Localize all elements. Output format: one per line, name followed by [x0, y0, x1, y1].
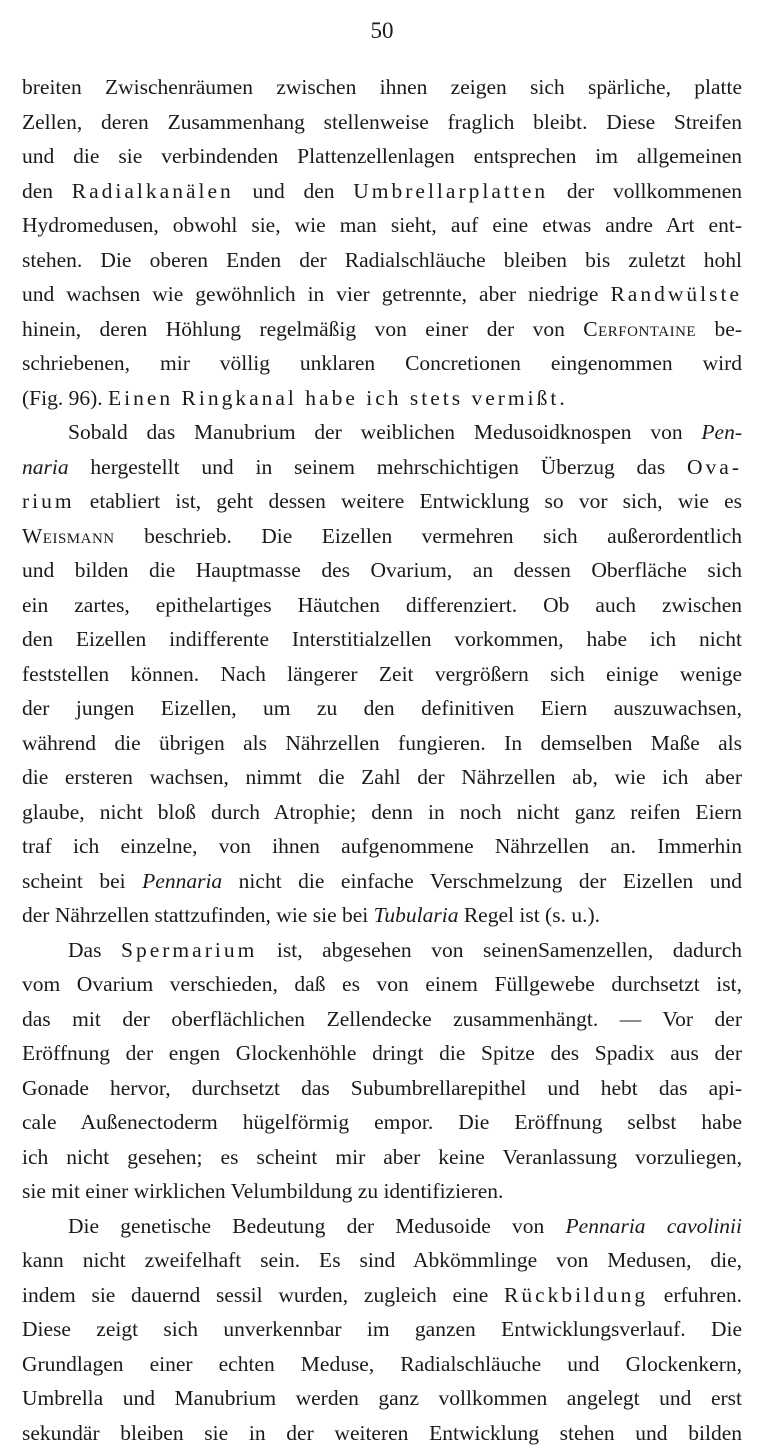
text-line — [22, 933, 742, 968]
spaced-text: Randwülste — [610, 282, 742, 306]
text-line — [22, 657, 742, 692]
text-line — [22, 208, 742, 243]
text-line — [22, 1105, 742, 1140]
text-segment: ist, abgesehen von seinenSamenzellen, dadurch — [257, 938, 742, 962]
text-line — [22, 898, 742, 933]
text-segment: erfuhren. — [648, 1283, 742, 1307]
spaced-text: Radialkanälen — [72, 179, 234, 203]
text-segment: Zellen, deren Zusammenhang stellenweise fraglich bleibt. Diese Streifen — [22, 110, 742, 134]
text-line — [22, 381, 742, 416]
text-segment: sekundär bleiben sie in der weiteren Entwicklung stehen und bilden — [22, 1421, 742, 1445]
text-line — [22, 519, 742, 554]
text-line — [22, 243, 742, 278]
text-segment: breiten Zwischenräumen zwischen ihnen zeigen sich spärliche, platte — [22, 75, 742, 99]
text-segment: stehen. Die oberen Enden der Radialschläuche bleiben bis zuletzt hohl — [22, 248, 742, 272]
text-segment: Die genetische Bedeutung der Medusoide von — [68, 1214, 566, 1238]
text-segment: und wachsen wie gewöhnlich in vier getrennte, aber niedrige — [22, 282, 610, 306]
text-segment: die ersteren wachsen, nimmt die Zahl der Nährzellen ab, wie ich aber — [22, 765, 742, 789]
text-segment: der Nährzellen stattzufinden, wie sie bei — [22, 903, 374, 927]
text-segment: etabliert ist, geht dessen weitere Entwicklung so vor sich, wie es — [75, 489, 742, 513]
body-text — [22, 70, 742, 1450]
text-line — [22, 1036, 742, 1071]
text-line — [22, 726, 742, 761]
spaced-text: Rückbildung — [504, 1283, 648, 1307]
text-line — [22, 312, 742, 347]
text-segment: und bilden die Hauptmasse des Ovarium, an dessen Oberfläche sich — [22, 558, 742, 582]
spaced-text: rium — [22, 489, 75, 513]
text-segment: ein zartes, epithelartiges Häutchen differenziert. Ob auch zwischen — [22, 593, 742, 617]
text-line — [22, 1071, 742, 1106]
text-segment: Das — [68, 938, 121, 962]
text-line — [22, 864, 742, 899]
text-line — [22, 1140, 742, 1175]
italic-text: Tubularia — [374, 903, 459, 927]
text-line — [22, 795, 742, 830]
italic-text: Pennaria cavolinii — [566, 1214, 742, 1238]
text-line — [22, 415, 742, 450]
text-line — [22, 967, 742, 1002]
text-line — [22, 691, 742, 726]
author-name: Cerfontaine — [583, 317, 696, 341]
page-number: 50 — [22, 16, 742, 46]
text-segment: be- — [696, 317, 742, 341]
text-segment: schriebenen, mir völlig unklaren Concretionen eingenommen wird — [22, 351, 742, 375]
text-segment: der vollkommenen — [548, 179, 742, 203]
text-segment: Grundlagen einer echten Meduse, Radialschläuche und Glockenkern, — [22, 1352, 742, 1376]
text-segment: ich nicht gesehen; es scheint mir aber keine Veranlassung vorzuliegen, — [22, 1145, 742, 1169]
text-line — [22, 829, 742, 864]
text-segment: indem sie dauernd sessil wurden, zugleich eine — [22, 1283, 504, 1307]
spaced-text: Ova- — [687, 455, 742, 479]
text-segment: den Eizellen indifferente Interstitialzellen vorkommen, habe ich nicht — [22, 627, 742, 651]
text-line — [22, 1174, 742, 1209]
text-segment: Hydromedusen, obwohl sie, wie man sieht, auf eine etwas andre Art ent- — [22, 213, 742, 237]
text-segment: und den — [234, 179, 353, 203]
author-name: Weismann — [22, 524, 115, 548]
italic-text: Pennaria — [142, 869, 222, 893]
text-segment: cale Außenectoderm hügelförmig empor. Die Eröffnung selbst habe — [22, 1110, 742, 1134]
text-line — [22, 1312, 742, 1347]
text-segment: sie mit einer wirklichen Velumbildung zu identifizieren. — [22, 1179, 503, 1203]
text-segment: kann nicht zweifelhaft sein. Es sind Abkömmlinge von Medusen, die, — [22, 1248, 742, 1272]
text-line — [22, 588, 742, 623]
text-line — [22, 1209, 742, 1244]
spaced-text: Spermarium — [121, 938, 257, 962]
text-line — [22, 450, 742, 485]
text-line — [22, 1381, 742, 1416]
text-line — [22, 1416, 742, 1450]
text-segment: und die sie verbindenden Plattenzellenlagen entsprechen im allgemeinen — [22, 144, 742, 168]
text-segment: hergestellt und in seinem mehrschichtigen Überzug das — [69, 455, 687, 479]
text-segment: Sobald das Manubrium der weiblichen Medusoidknospen von — [68, 420, 701, 444]
text-line — [22, 1278, 742, 1313]
text-segment: vom Ovarium verschieden, daß es von einem Füllgewebe durchsetzt ist, — [22, 972, 742, 996]
text-segment: (Fig. 96). — [22, 386, 108, 410]
text-line — [22, 277, 742, 312]
spaced-text: Einen Ringkanal habe ich stets vermißt. — [108, 386, 568, 410]
text-segment: hinein, deren Höhlung regelmäßig von einer der von — [22, 317, 583, 341]
text-segment: das mit der oberflächlichen Zellendecke zusammenhängt. — Vor der — [22, 1007, 742, 1031]
text-segment: Umbrella und Manubrium werden ganz vollkommen angelegt und erst — [22, 1386, 742, 1410]
text-segment: traf ich einzelne, von ihnen aufgenommene Nährzellen an. Immerhin — [22, 834, 742, 858]
text-segment: Regel ist (s. u.). — [458, 903, 600, 927]
italic-text: Pen- — [701, 420, 742, 444]
text-segment: glaube, nicht bloß durch Atrophie; denn in noch nicht ganz reifen Eiern — [22, 800, 742, 824]
italic-text: naria — [22, 455, 69, 479]
text-line — [22, 484, 742, 519]
text-line — [22, 139, 742, 174]
text-line — [22, 1347, 742, 1382]
text-line — [22, 553, 742, 588]
text-segment: scheint bei — [22, 869, 142, 893]
text-line — [22, 1243, 742, 1278]
text-segment: Diese zeigt sich unverkennbar im ganzen Entwicklungsverlauf. Die — [22, 1317, 742, 1341]
text-line — [22, 346, 742, 381]
text-segment: nicht die einfache Verschmelzung der Eizellen und — [222, 869, 742, 893]
text-line — [22, 622, 742, 657]
text-line — [22, 105, 742, 140]
text-segment: feststellen können. Nach längerer Zeit vergrößern sich einige wenige — [22, 662, 742, 686]
text-line — [22, 1002, 742, 1037]
text-line — [22, 174, 742, 209]
text-segment: Gonade hervor, durchsetzt das Subumbrellarepithel und hebt das api- — [22, 1076, 742, 1100]
text-segment: beschrieb. Die Eizellen vermehren sich außerordentlich — [115, 524, 742, 548]
spaced-text: Umbrellarplatten — [353, 179, 548, 203]
text-segment: während die übrigen als Nährzellen fungieren. In demselben Maße als — [22, 731, 742, 755]
text-line — [22, 70, 742, 105]
text-line — [22, 760, 742, 795]
text-segment: den — [22, 179, 72, 203]
text-segment: der jungen Eizellen, um zu den definitiven Eiern auszuwachsen, — [22, 696, 742, 720]
text-segment: Eröffnung der engen Glockenhöhle dringt die Spitze des Spadix aus der — [22, 1041, 742, 1065]
